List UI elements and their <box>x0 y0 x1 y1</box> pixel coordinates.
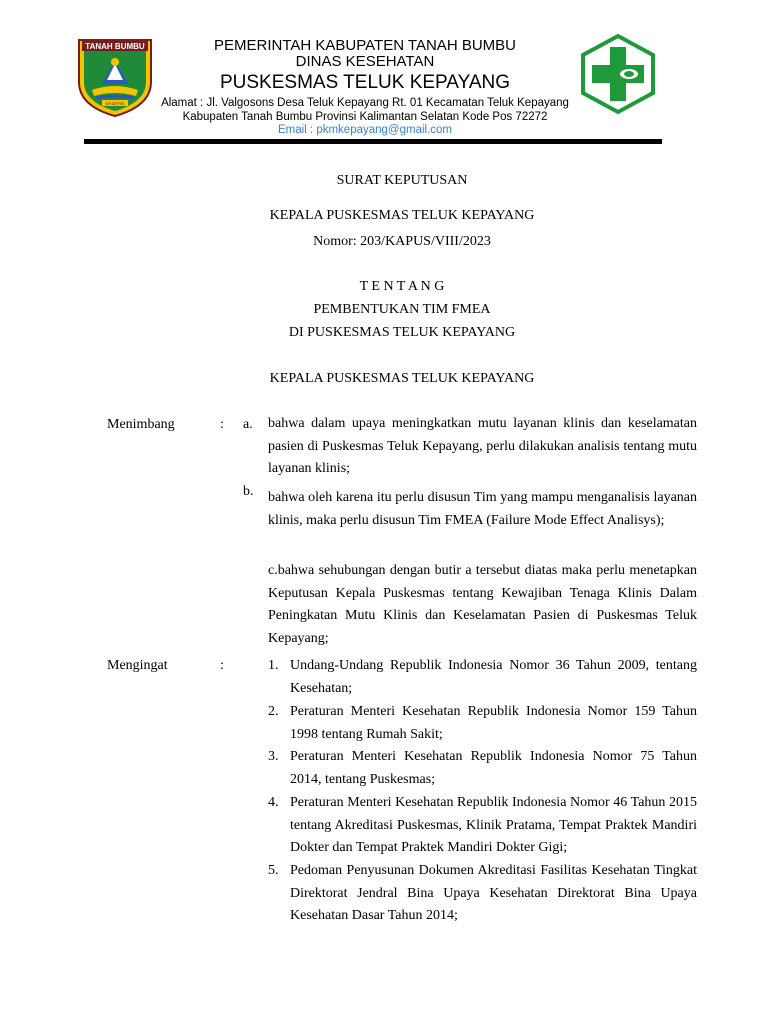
logo-title-text: TANAH BUMBU <box>85 42 145 51</box>
mengingat-item-5: Pedoman Penyusunan Dokumen Akreditasi Fasilitas Kesehatan Tingkat Direktorat Jendral Bina Upaya Kesehatan Direktorat Bina Upaya Kesehatan Dasar Tahun 2014; <box>290 863 697 923</box>
mengingat-marker-3: 3. <box>268 749 279 764</box>
logo-ribbon-text: SAIJAAN <box>105 101 125 106</box>
document-about: T E N T A N G <box>359 279 445 294</box>
document-issuer-repeat: KEPALA PUSKESMAS TELUK KEPAYANG <box>269 371 535 386</box>
mengingat-marker-2: 2. <box>268 704 279 719</box>
menimbang-marker-a: a. <box>243 417 253 432</box>
document-issuer: KEPALA PUSKESMAS TELUK KEPAYANG <box>269 208 535 223</box>
mengingat-label: Mengingat <box>107 658 168 673</box>
mengingat-marker-1: 1. <box>268 658 279 673</box>
menimbang-item-a: bahwa dalam upaya meningkatkan mutu layanan klinis dan keselamatan pasien di Puskesmas Teluk Kepayang, perlu dilakukan analisis tentang mutu layanan klinis; <box>268 416 697 476</box>
mengingat-item-2: Peraturan Menteri Kesehatan Republik Indonesia Nomor 159 Tahun 1998 tentang Rumah Sakit; <box>290 704 697 742</box>
mengingat-marker-4: 4. <box>268 795 279 810</box>
menimbang-colon: : <box>220 417 224 432</box>
letterhead-department: DINAS KESEHATAN <box>295 53 435 70</box>
letterhead-email[interactable]: Email : pkmkepayang@gmail.com <box>277 124 453 136</box>
letterhead-address-line1: Alamat : Jl. Valgosons Desa Teluk Kepayang Rt. 01 Kecamatan Teluk Kepayang <box>161 97 569 109</box>
menimbang-label: Menimbang <box>107 417 175 432</box>
document-subject-line2: DI PUSKESMAS TELUK KEPAYANG <box>288 325 516 340</box>
letterhead-divider <box>84 139 662 144</box>
mengingat-colon: : <box>220 658 224 673</box>
document-type: SURAT KEPUTUSAN <box>336 173 468 188</box>
mengingat-item-3: Peraturan Menteri Kesehatan Republik Indonesia Nomor 75 Tahun 2014, tentang Puskesmas; <box>290 749 697 787</box>
document-number: Nomor: 203/KAPUS/VIII/2023 <box>313 234 491 249</box>
mengingat-item-4: Peraturan Menteri Kesehatan Republik Indonesia Nomor 46 Tahun 2015 tentang Akreditasi Puskesmas, Klinik Pratama, Tempat Praktek Mandiri Dokter dan Tempat Praktek Mandiri Dokter Gigi; <box>290 795 697 855</box>
mengingat-item-1: Undang-Undang Republik Indonesia Nomor 36 Tahun 2009, tentang Kesehatan; <box>290 658 697 696</box>
menimbang-item-b: bahwa oleh karena itu perlu disusun Tim yang mampu menganalisis layanan klinis, maka perlu disusun Tim FMEA (Failure Mode Effect Analisys); <box>268 490 697 528</box>
mengingat-marker-5: 5. <box>268 863 279 878</box>
menimbang-marker-b: b. <box>243 484 254 499</box>
letterhead-government: PEMERINTAH KABUPATEN TANAH BUMBU <box>214 37 516 54</box>
document-subject-line1: PEMBENTUKAN TIM FMEA <box>313 302 491 317</box>
letterhead-address-line2: Kabupaten Tanah Bumbu Provinsi Kalimantan Selatan Kode Pos 72272 <box>182 111 548 123</box>
menimbang-item-c: c.bahwa sehubungan dengan butir a tersebut diatas maka perlu menetapkan Keputusan Kepala Puskesmas tentang Kewajiban Tenaga Klinis Dalam Peningkatan Mutu Klinis dan Keselamatan Pasien di Puskesmas Teluk Kepayang; <box>268 563 697 646</box>
letterhead-institution: PUSKESMAS TELUK KEPAYANG <box>219 72 511 93</box>
